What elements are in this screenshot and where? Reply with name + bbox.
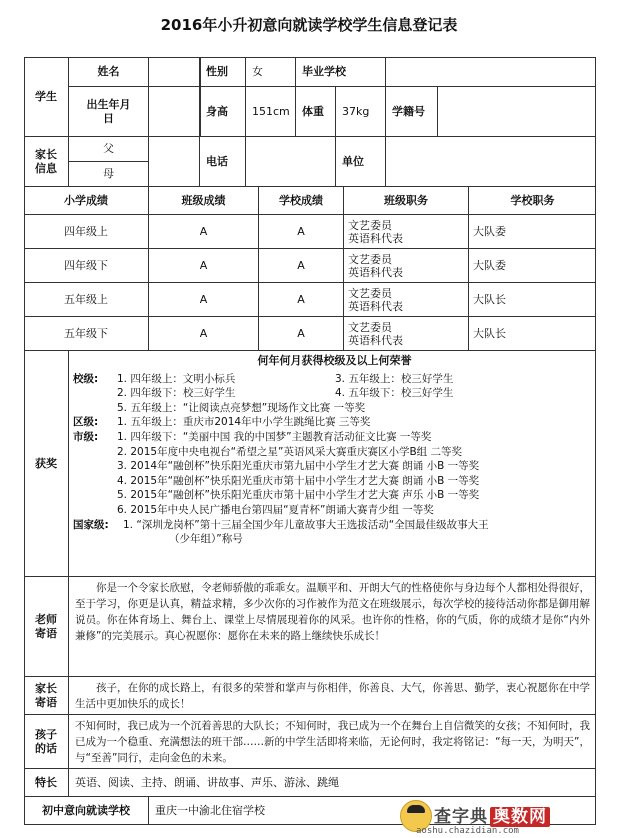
honor-item: 2. 2015年度中央电视台“希望之星”英语风采大赛重庆赛区小学B组 二等奖 [117,445,462,458]
honor-item: 4. 五年级下：校三好学生 [335,387,454,400]
honor-line [73,518,596,533]
duty-line: 文艺委员 [348,286,392,300]
honor-line [73,488,596,503]
birth-label-text: 出生年月日 [86,97,131,125]
grade-school-score: A [259,317,344,351]
grade-term: 四年级上 [24,215,149,249]
grade-school-duty: 大队长 [469,283,596,317]
parent-msg-label-text: 家长寄语 [35,681,57,709]
grades-header-term: 小学成绩 [24,187,149,215]
grade-class-score: A [149,283,259,317]
grade-school-duty: 大队长 [469,317,596,351]
honor-line [73,415,596,430]
child-msg-label-text: 孩子的话 [35,727,57,755]
honor-line [73,532,596,547]
grade-school-score: A [259,215,344,249]
specialty-value: 英语、阅读、主持、朗诵、讲故事、声乐、游泳、跳绳 [69,769,596,797]
grades-header-school-score: 学校成绩 [259,187,344,215]
watermark-url: aoshu.chazidian.com [416,826,519,836]
honor-item: 3. 2014年“融创杯”快乐阳光重庆市第九届中小学生才艺大赛 朗诵 小B 一等奖 [117,460,480,473]
honor-line [73,474,596,489]
grade-school-score: A [259,249,344,283]
honor-item: 1. 四年级上：文明小标兵 [117,372,236,385]
grade-school-duty: 大队委 [469,215,596,249]
honor-item: 1. 四年级下：“美丽中国 我的中国梦”主题教育活动征文比赛 一等奖 [117,430,432,443]
father-label: 父 [69,137,149,162]
grades-header-school-duty: 学校职务 [469,187,596,215]
parents-section-text: 家长信息 [35,147,57,175]
honor-item: 4. 2015年“融创杯”快乐阳光重庆市第十届中小学生才艺大赛 朗诵 小B 一等奖 [117,474,480,487]
honors-content [69,351,596,577]
birth-value[interactable] [149,87,199,137]
child-msg-text: 不知何时，我已成为一个沉着善思的大队长；不知何时，我已成为一个在舞台上自信微笑的女孩；不知何时，我已成为一个稳重、充满想法的班干部……新的中学生活即将来临，无论何时，我定将铭记：“每一天，为明天”，与“至善”同行，走向金色的未来。 [75,720,590,764]
honor-line [73,372,596,387]
parents-section-label [24,137,69,187]
mother-label: 母 [69,162,149,187]
honor-item: （少年组）”称号 [169,533,243,546]
honors-title: 何年何月获得校级及以上何荣誉 [257,354,412,367]
grade-school-score: A [259,283,344,317]
name-value[interactable] [149,57,199,87]
form-title: 2016年小升初意向就读学校学生信息登记表 [160,16,458,34]
duty-line: 英语科代表 [348,265,403,279]
grade-term: 四年级下 [24,249,149,283]
grade-term: 五年级上 [24,283,149,317]
honor-item: 2. 四年级下：校三好学生 [117,387,236,400]
grade-class-score: A [149,317,259,351]
honor-item: 1. 五年级上：重庆市2014年中小学生跳绳比赛 三等奖 [117,416,371,429]
grade-class-score: A [149,249,259,283]
specialty-label: 特长 [24,769,69,797]
registration-form [24,57,596,825]
height-value[interactable]: 151cm [246,87,296,137]
honor-item: 1. “深圳龙岗杯”第十三届全国少年儿童故事大王选拔活动“全国最佳级故事大王 [123,518,489,531]
city-level-label: 市级: [73,430,99,443]
watermark-brand [434,802,550,827]
weight-value[interactable]: 37kg [336,87,386,137]
birth-label [69,87,149,137]
student-id-value[interactable] [438,87,596,137]
duty-line: 文艺委员 [348,218,392,232]
honors-section-label: 获奖 [24,351,69,577]
intended-school-label: 初中意向就读学校 [24,797,149,825]
grade-school-duty: 大队委 [469,249,596,283]
honor-line [73,430,596,445]
height-label: 身高 [200,87,246,137]
duty-line: 文艺委员 [348,252,392,266]
duty-line: 英语科代表 [348,299,403,313]
duty-line: 英语科代表 [348,333,403,347]
duty-line: 英语科代表 [348,231,403,245]
work-label: 单位 [336,137,386,187]
honor-item: 6. 2015年中央人民广播电台第四届“夏青杯”朗诵大赛青少组 一等奖 [117,503,434,516]
honor-item: 5. 2015年“融创杯”快乐阳光重庆市第十届中小学生才艺大赛 声乐 小B 一等奖 [117,489,480,502]
honor-line [73,459,596,474]
honor-item: 5. 五年级上：“让阅读点亮梦想”现场作文比赛 一等奖 [117,401,366,414]
gender-value[interactable]: 女 [246,57,296,87]
grade-class-duty [344,249,469,283]
grades-header-class-score: 班级成绩 [149,187,259,215]
parent-msg [69,677,596,715]
parent-msg-label [24,677,69,715]
honor-line [73,401,596,416]
phone-value[interactable] [246,137,336,187]
watermark-brand-text: 查字典 [434,807,488,827]
parent-name-value[interactable] [149,137,200,187]
watermark-brand2: 奥数网 [490,807,550,827]
grade-class-duty [344,215,469,249]
work-value[interactable] [386,137,596,187]
name-label: 姓名 [69,57,149,87]
honor-line [73,386,596,401]
student-section-label: 学生 [24,57,69,137]
intended-school-value: 重庆一中渝北住宿学校 [149,797,596,825]
site-watermark [400,800,610,836]
teacher-msg [69,577,596,677]
school-value[interactable] [386,57,596,87]
national-level-label: 国家级: [73,518,109,531]
teacher-msg-label-text: 老师寄语 [35,612,57,640]
honor-item: 3. 五年级上：校三好学生 [335,372,454,385]
school-label: 毕业学校 [296,57,386,87]
teacher-msg-label [24,577,69,677]
honor-line [73,503,596,518]
parent-msg-text: 孩子，在你的成长路上，有很多的荣誉和掌声与你相伴，你善良、大气，你善思、勤学，衷心祝愿你在中学生活中更加快乐的成长！ [75,682,590,710]
honor-line [73,445,596,460]
school-level-label: 校级: [73,372,99,385]
student-id-label: 学籍号 [386,87,438,137]
grades-header-class-duty: 班级职务 [344,187,469,215]
district-level-label: 区级: [73,416,99,429]
weight-label: 体重 [296,87,336,137]
child-msg [69,715,596,769]
teacher-msg-text: 你是一个令家长欣慰，令老师骄傲的乖乖女。温顺平和、开朗大气的性格使你与身边每个人都相处得很好，至于学习，你更是认真，精益求精，多少次你的习作被作为范文在班级展示，每次学校的接待活动你都是御用解说员。你在体育场上、舞台上、课堂上尽情展现着你的风采。也许你的性格，你的气质，你的成绩才是你“内外兼修”的完美展示。真心祝愿你：愿你在未来的路上继续快乐成长！ [75,582,590,642]
grade-class-duty [344,283,469,317]
grade-class-duty [344,317,469,351]
duty-line: 文艺委员 [348,320,392,334]
grade-term: 五年级下 [24,317,149,351]
gender-label: 性别 [200,57,246,87]
child-msg-label [24,715,69,769]
phone-label: 电话 [200,137,246,187]
grade-class-score: A [149,215,259,249]
